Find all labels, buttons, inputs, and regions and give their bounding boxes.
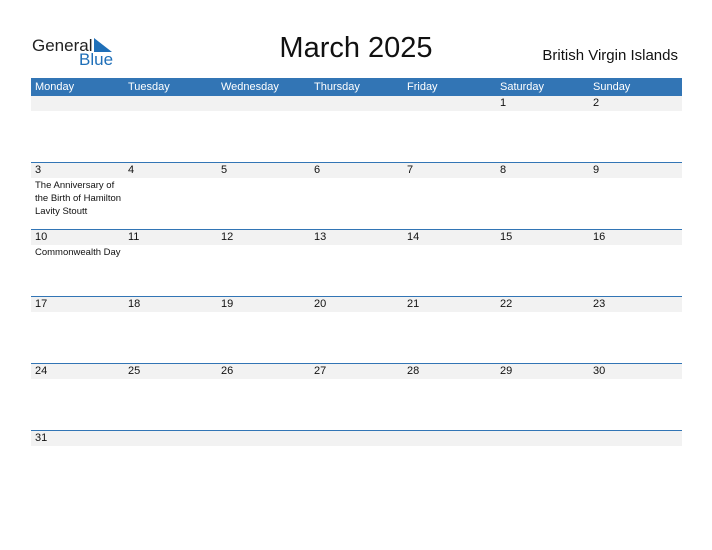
- week-row: [31, 296, 682, 363]
- day-cell: [31, 364, 124, 430]
- holiday-label: The Anniversary of the Birth of Hamilton Lavity Stoutt: [35, 180, 122, 217]
- day-number: [217, 431, 310, 446]
- day-cell: [217, 297, 310, 363]
- day-number: 7: [403, 163, 496, 178]
- day-cell: [589, 96, 682, 162]
- day-cell: [589, 297, 682, 363]
- calendar-grid: [31, 78, 682, 446]
- week-row: [31, 363, 682, 430]
- day-cell: [589, 230, 682, 296]
- day-number: [403, 431, 496, 446]
- day-cell: [403, 297, 496, 363]
- day-number: 24: [31, 364, 124, 379]
- day-cell: [310, 230, 403, 296]
- day-number: [124, 431, 217, 446]
- day-cell: [217, 230, 310, 296]
- day-number: [124, 96, 217, 111]
- day-cell: [310, 431, 403, 446]
- day-cell: [496, 230, 589, 296]
- day-number: 23: [589, 297, 682, 312]
- day-number: 27: [310, 364, 403, 379]
- weekday-header: Monday: [35, 81, 75, 93]
- day-cell: [403, 364, 496, 430]
- day-cell: [310, 163, 403, 229]
- day-cell: [31, 96, 124, 162]
- day-number: [496, 431, 589, 446]
- day-number: 26: [217, 364, 310, 379]
- page-title: March 2025: [279, 32, 433, 64]
- day-cell: [496, 297, 589, 363]
- day-cell: [403, 163, 496, 229]
- day-number: 25: [124, 364, 217, 379]
- day-number: 22: [496, 297, 589, 312]
- day-number: 19: [217, 297, 310, 312]
- day-number: 30: [589, 364, 682, 379]
- day-number: 11: [124, 230, 217, 245]
- day-number: 6: [310, 163, 403, 178]
- day-cell: [124, 364, 217, 430]
- day-number: [403, 96, 496, 111]
- day-cell: [124, 163, 217, 229]
- day-cell: [403, 96, 496, 162]
- day-number: [310, 431, 403, 446]
- day-cell: [31, 431, 124, 446]
- day-number: 31: [31, 431, 124, 446]
- day-cell: [124, 431, 217, 446]
- day-number: 3: [31, 163, 124, 178]
- day-number: 12: [217, 230, 310, 245]
- day-number: 10: [31, 230, 124, 245]
- day-number: 15: [496, 230, 589, 245]
- region-label: British Virgin Islands: [542, 47, 678, 64]
- weekday-header: Saturday: [500, 81, 545, 93]
- day-number: 9: [589, 163, 682, 178]
- day-cell: [589, 431, 682, 446]
- logo-word-general: General: [32, 36, 93, 55]
- day-number: 14: [403, 230, 496, 245]
- day-number: [589, 431, 682, 446]
- day-cell: [496, 96, 589, 162]
- day-number: [31, 96, 124, 111]
- day-cell: [124, 297, 217, 363]
- week-row: [31, 162, 682, 229]
- day-number: 1: [496, 96, 589, 111]
- day-cell: [217, 431, 310, 446]
- week-row: [31, 96, 682, 162]
- weekday-header: Tuesday: [128, 81, 170, 93]
- day-cell: [31, 230, 124, 296]
- day-cell: [217, 364, 310, 430]
- day-cell: [31, 297, 124, 363]
- day-cell: [310, 96, 403, 162]
- weekday-header: Wednesday: [221, 81, 279, 93]
- day-number: [217, 96, 310, 111]
- day-cell: [496, 431, 589, 446]
- day-cell: [217, 163, 310, 229]
- day-cell: [403, 230, 496, 296]
- day-cell: [403, 431, 496, 446]
- day-number: 18: [124, 297, 217, 312]
- day-number: 29: [496, 364, 589, 379]
- day-cell: [124, 96, 217, 162]
- day-cell: [310, 297, 403, 363]
- day-number: 28: [403, 364, 496, 379]
- week-row: [31, 430, 682, 446]
- day-cell: [217, 96, 310, 162]
- day-number: 16: [589, 230, 682, 245]
- day-cell: [589, 364, 682, 430]
- day-number: [310, 96, 403, 111]
- day-cell: [31, 163, 124, 229]
- weeks-container: [31, 96, 682, 446]
- day-number: 8: [496, 163, 589, 178]
- weekday-header: Thursday: [314, 81, 360, 93]
- weekday-header-row: [31, 78, 682, 96]
- day-number: 21: [403, 297, 496, 312]
- logo-word-blue: Blue: [79, 50, 114, 69]
- day-number: 20: [310, 297, 403, 312]
- holiday-label: Commonwealth Day: [35, 247, 121, 258]
- day-number: 5: [217, 163, 310, 178]
- day-number: 4: [124, 163, 217, 178]
- day-cell: [589, 163, 682, 229]
- weekday-header: Friday: [407, 81, 438, 93]
- week-row: [31, 229, 682, 296]
- day-cell: [496, 163, 589, 229]
- day-number: 13: [310, 230, 403, 245]
- day-cell: [310, 364, 403, 430]
- day-cell: [124, 230, 217, 296]
- day-number: 17: [31, 297, 124, 312]
- weekday-header: Sunday: [593, 81, 631, 93]
- day-number: 2: [589, 96, 682, 111]
- day-cell: [496, 364, 589, 430]
